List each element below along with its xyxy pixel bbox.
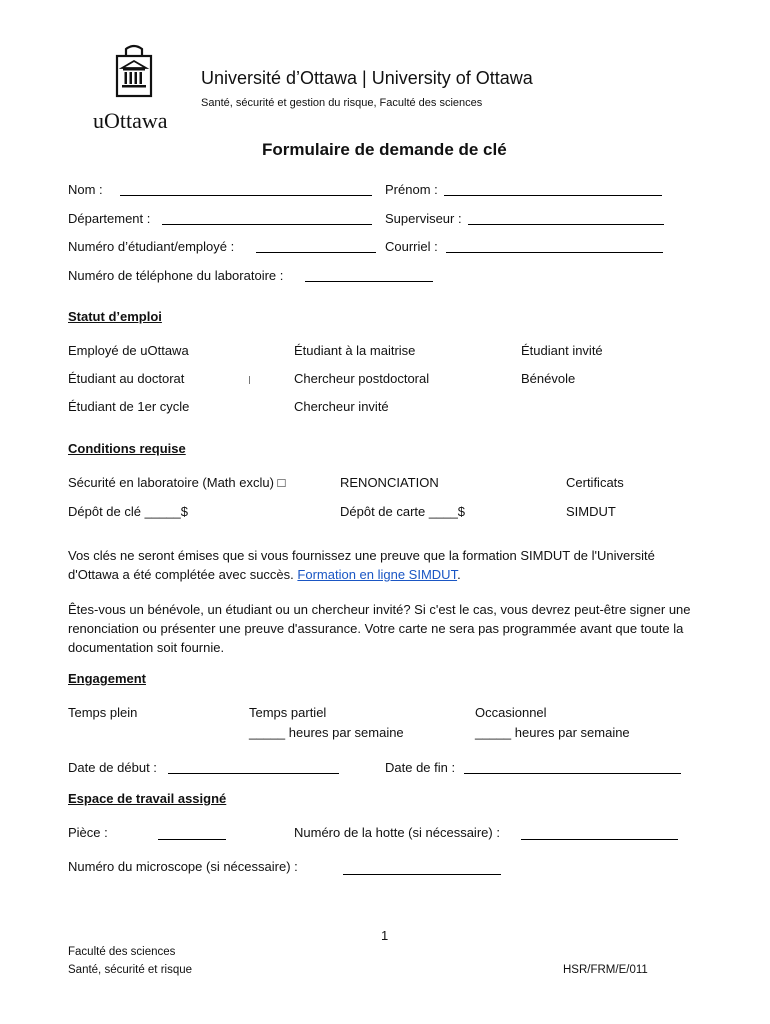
- statut-heading: Statut d’emploi: [68, 309, 162, 324]
- university-building-icon: [112, 44, 156, 100]
- date-debut-label: Date de début :: [68, 760, 157, 775]
- option-postdoc[interactable]: Chercheur postdoctoral: [294, 371, 430, 386]
- nom-label: Nom :: [68, 182, 103, 197]
- simdut[interactable]: SIMDUT: [566, 504, 616, 519]
- simdut-training-link[interactable]: Formation en ligne SIMDUT: [297, 567, 458, 582]
- benevole-paragraph: Êtes-vous un bénévole, un étudiant ou un chercheur invité? Si c'est le cas, vous devrez peut-être signer une renonciation ou présenter une preuve d'assurance. Votre carte ne sera pas programmée avant que toute la documentation soit fournie.: [68, 602, 691, 655]
- checkbox-mark[interactable]: [249, 376, 250, 384]
- footer-faculty: Faculté des sciences: [68, 946, 176, 958]
- numero-field[interactable]: [256, 252, 376, 253]
- superviseur-label: Superviseur :: [385, 211, 462, 226]
- uottawa-logo: [112, 44, 156, 100]
- superviseur-field[interactable]: [468, 224, 664, 225]
- option-doctorat[interactable]: Étudiant au doctorat: [68, 371, 185, 386]
- piece-field[interactable]: [158, 839, 226, 840]
- option-etudiant-invite[interactable]: Étudiant invité: [521, 343, 603, 358]
- piece-label: Pièce :: [68, 825, 108, 840]
- form-title: Formulaire de demande de clé: [262, 140, 507, 159]
- occasionnel[interactable]: Occasionnel: [475, 705, 547, 720]
- telephone-field[interactable]: [305, 281, 433, 282]
- numero-label: Numéro d’étudiant/employé :: [68, 239, 235, 254]
- renonciation[interactable]: RENONCIATION: [340, 475, 439, 490]
- university-name: Université d’Ottawa | University of Ottawa: [201, 68, 533, 88]
- heures-occasionnel[interactable]: _____ heures par semaine: [475, 725, 630, 740]
- microscope-label: Numéro du microscope (si nécessaire) :: [68, 859, 298, 874]
- simdut-paragraph-text: Vos clés ne seront émises que si vous fournissez une preuve que la formation SIMDUT de l'Université d'Ottawa a été complétée avec succès.: [68, 548, 655, 582]
- departement-label: Département :: [68, 211, 151, 226]
- certificats[interactable]: Certificats: [566, 475, 624, 490]
- courriel-field[interactable]: [446, 252, 663, 253]
- option-benevole[interactable]: Bénévole: [521, 371, 576, 386]
- conditions-heading: Conditions requise: [68, 441, 186, 456]
- option-maitrise[interactable]: Étudiant à la maitrise: [294, 343, 416, 358]
- option-employe[interactable]: Employé de uOttawa: [68, 343, 189, 358]
- hotte-label: Numéro de la hotte (si nécessaire) :: [294, 825, 500, 840]
- hotte-field[interactable]: [521, 839, 678, 840]
- uottawa-wordmark: uOttawa: [93, 108, 168, 133]
- depot-carte[interactable]: Dépôt de carte ____$: [340, 504, 466, 519]
- date-fin-field[interactable]: [464, 773, 681, 774]
- prenom-field[interactable]: [444, 195, 662, 196]
- department-subtitle: Santé, sécurité et gestion du risque, Faculté des sciences: [201, 97, 483, 109]
- document-code: HSR/FRM/E/011: [563, 964, 648, 976]
- date-fin-label: Date de fin :: [385, 760, 456, 775]
- telephone-label: Numéro de téléphone du laboratoire :: [68, 268, 284, 283]
- securite-laboratoire[interactable]: Sécurité en laboratoire (Math exclu) □: [68, 475, 286, 490]
- departement-field[interactable]: [162, 224, 372, 225]
- prenom-label: Prénom :: [385, 182, 438, 197]
- option-chercheur-invite[interactable]: Chercheur invité: [294, 399, 389, 414]
- temps-partiel[interactable]: Temps partiel: [249, 705, 327, 720]
- nom-field[interactable]: [120, 195, 372, 196]
- date-debut-field[interactable]: [168, 773, 339, 774]
- option-premier-cycle[interactable]: Étudiant de 1er cycle: [68, 399, 190, 414]
- footer-unit: Santé, sécurité et risque: [68, 964, 193, 976]
- courriel-label: Courriel :: [385, 239, 438, 254]
- espace-heading: Espace de travail assigné: [68, 791, 227, 806]
- microscope-field[interactable]: [343, 874, 501, 875]
- engagement-heading: Engagement: [68, 671, 147, 686]
- temps-plein[interactable]: Temps plein: [68, 705, 138, 720]
- simdut-paragraph: Vos clés ne seront émises que si vous fournissez une preuve que la formation SIMDUT de l'Université d'Ottawa a été complétée avec succès. Formation en ligne SIMDUT.: [68, 548, 655, 582]
- depot-cle[interactable]: Dépôt de clé _____$: [68, 504, 188, 519]
- page-number: 1: [381, 928, 389, 943]
- heures-partiel[interactable]: _____ heures par semaine: [249, 725, 404, 740]
